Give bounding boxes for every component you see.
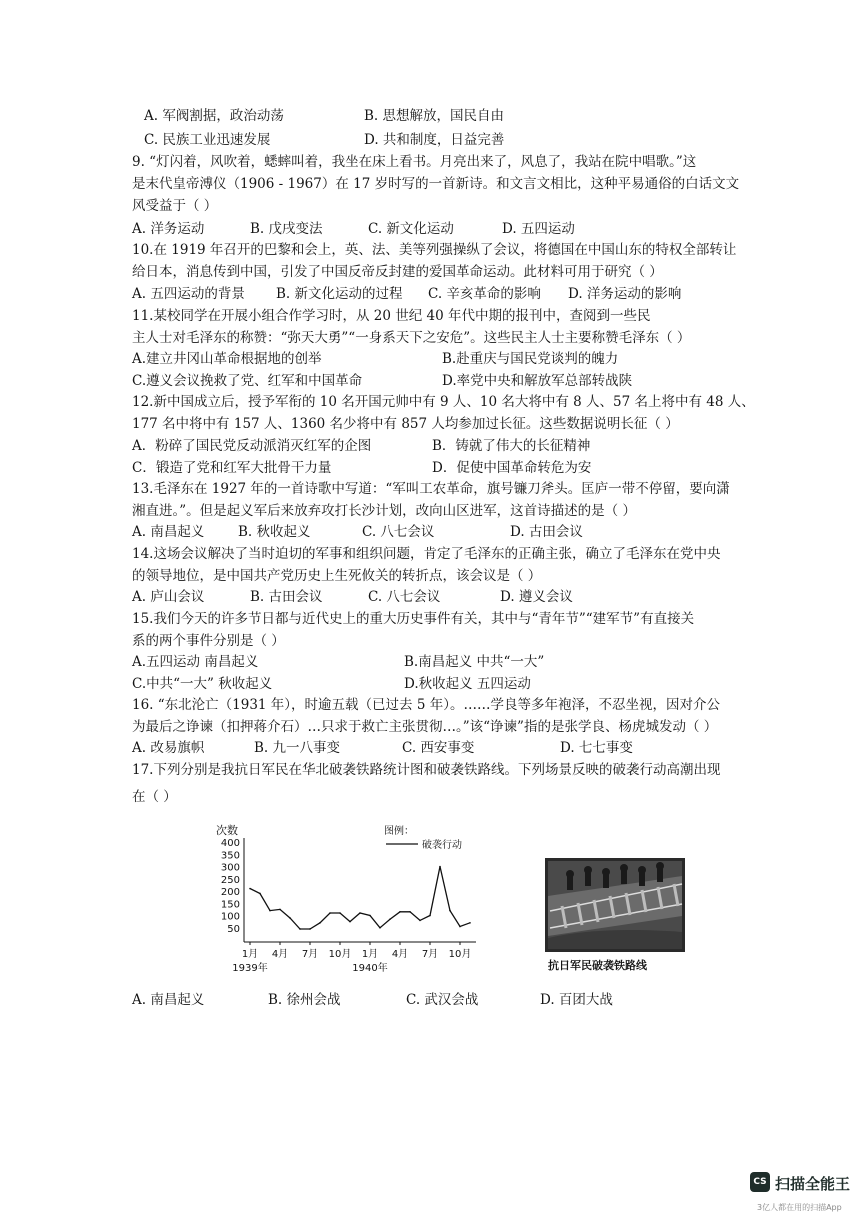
data-point — [299, 928, 301, 930]
q8-option-b: B. 思想解放，国民自由 — [364, 108, 505, 124]
y-axis-label: 次数 — [216, 824, 238, 837]
series-line-破袭行动 — [250, 867, 470, 930]
data-point — [339, 912, 341, 914]
q12-option-c: C．锻造了党和红军大批骨干力量 — [132, 460, 332, 476]
q9-option-b: B. 戊戌变法 — [250, 221, 323, 237]
q10-option-c: C. 辛亥革命的影响 — [428, 286, 541, 302]
y-tick-label: 100 — [220, 911, 240, 923]
q12-option-a: A．粉碎了国民党反动派消灭红军的企图 — [132, 438, 372, 454]
q15-option-b: B.南昌起义 中共“一大” — [404, 654, 545, 670]
q10-text-1: 10.在 1919 年召开的巴黎和会上，英、法、美等列强操纵了会议，将德国在中国山东的特权全部转让 — [132, 242, 737, 258]
q16-option-d: D. 七七事变 — [560, 740, 633, 756]
q8-option-d: D. 共和制度，日益完善 — [364, 132, 505, 148]
data-point — [449, 910, 451, 912]
q9-option-a: A. 洋务运动 — [132, 221, 205, 237]
legend-title: 图例： — [384, 826, 414, 837]
q14-option-a: A. 庐山会议 — [132, 589, 205, 605]
data-point — [249, 888, 251, 890]
q17-option-b: B. 徐州会战 — [268, 992, 341, 1008]
q13-text-1: 13.毛泽东在 1927 年的一首诗歌中写道：“军叫工农革命，旗号镰刀斧头。匡庐一带不停留，要向潇 — [132, 481, 730, 497]
q16-text-1: 16. “东北沦亡（1931 年），时逾五载（已过去 5 年）。……学良等多年袍泽，不忍坐视，因对介公 — [132, 697, 720, 713]
q11-option-b: B.赴重庆与国民党谈判的魄力 — [442, 351, 619, 367]
railway-photo-image — [540, 856, 690, 954]
x-tick-label: 7月 — [421, 949, 439, 960]
q16-text-2: 为最后之诤谏（扣押蒋介石）…只求于救亡主张贯彻…。”该“诤谏”指的是张学良、杨虎城发动（ ） — [132, 719, 718, 735]
q17-text-1: 17.下列分别是我抗日军民在华北破袭铁路统计图和破袭铁路线。下列场景反映的破袭行动高潮出现 — [132, 762, 721, 778]
y-tick-label: 150 — [220, 899, 240, 911]
data-point — [379, 927, 381, 929]
y-tick-label: 350 — [220, 850, 240, 862]
q10-option-b: B. 新文化运动的过程 — [276, 286, 403, 302]
q12-text-2: 177 名中将中有 157 人、1360 名少将中有 857 人均参加过长征。这些数据说明长征（ ） — [132, 416, 679, 432]
q9-text-1: 9. “灯闪着，风吹着，蟋蟀叫着，我坐在床上看书。月亮出来了，风息了，我站在院中唱歌。”这 — [132, 154, 697, 170]
y-tick-label: 50 — [227, 923, 240, 935]
x-tick-label: 10月 — [328, 949, 352, 960]
data-point — [309, 928, 311, 930]
camscanner-tagline: 3亿人都在用的扫描App — [757, 1203, 842, 1212]
q12-option-b: B．铸就了伟大的长征精神 — [432, 438, 591, 454]
x-tick-label: 1月 — [241, 949, 259, 960]
y-tick-label: 300 — [220, 862, 240, 874]
q13-option-a: A. 南昌起义 — [132, 524, 205, 540]
q11-text-2: 主人士对毛泽东的称赞：“弥天大勇”“一身系天下之安危”。这些民主人士主要称赞毛泽东（ ） — [132, 330, 691, 346]
data-point — [289, 917, 291, 919]
x-tick-label: 1月 — [361, 949, 379, 960]
q13-text-2: 湘直进。”。但是起义军后来放弃攻打长沙计划，改向山区进军，这首诗描述的是（ ） — [132, 503, 636, 519]
x-tick-label: 4月 — [271, 949, 289, 960]
data-point — [409, 911, 411, 913]
q13-option-b: B. 秋收起义 — [238, 524, 311, 540]
year-label: 1940年 — [352, 963, 388, 974]
q14-option-d: D. 遵义会议 — [500, 589, 573, 605]
q16-option-c: C. 西安事变 — [402, 740, 475, 756]
q11-text-1: 11.某校同学在开展小组合作学习时，从 20 世纪 40 年代中期的报刊中，查阅到一些民 — [132, 308, 651, 324]
data-point — [429, 915, 431, 917]
q15-text-2: 系的两个事件分别是（ ） — [132, 633, 285, 649]
data-point — [269, 910, 271, 912]
q8-option-c: C. 民族工业迅速发展 — [144, 132, 271, 148]
data-point — [279, 909, 281, 911]
x-tick-label: 10月 — [448, 949, 472, 960]
q11-option-c: C.遵义会议挽救了党、红军和中国革命 — [132, 373, 363, 389]
x-tick-label: 7月 — [301, 949, 319, 960]
y-tick-label: 200 — [220, 887, 240, 898]
data-point — [259, 893, 261, 895]
data-point — [399, 911, 401, 913]
data-point — [419, 920, 421, 922]
chart-svg — [214, 820, 504, 980]
y-tick-label: 400 — [220, 838, 240, 849]
q11-option-d: D.率党中央和解放军总部转战陕 — [442, 373, 633, 389]
data-point — [369, 915, 371, 917]
data-point — [319, 922, 321, 924]
railway-sabotage-chart — [214, 820, 504, 980]
data-point — [459, 926, 461, 928]
q9-text-3: 风受益于（ ） — [132, 198, 218, 214]
q17-text-2: 在（ ） — [132, 789, 177, 805]
data-point — [439, 866, 441, 868]
q14-text-2: 的领导地位，是中国共产党历史上生死攸关的转折点，该会议是（ ） — [132, 568, 542, 584]
legend-label: 破袭行动 — [422, 840, 462, 851]
q16-option-a: A. 改易旗帜 — [132, 740, 205, 756]
photo-caption: 抗日军民破袭铁路线 — [548, 959, 647, 972]
q15-option-c: C.中共“一大” 秋收起义 — [132, 676, 273, 692]
q10-option-d: D. 洋务运动的影响 — [568, 286, 682, 302]
data-point — [329, 912, 331, 914]
q9-option-d: D. 五四运动 — [502, 221, 575, 237]
camscanner-app-name: 扫描全能王 — [775, 1175, 851, 1193]
q17-option-a: A. 南昌起义 — [132, 992, 205, 1008]
q15-text-1: 15.我们今天的许多节日都与近代史上的重大历史事件有关，其中与“青年节”“建军节”有直接关 — [132, 611, 695, 627]
camscanner-logo-icon: CS — [750, 1172, 770, 1192]
q8-option-a: A. 军阀割据，政治动荡 — [144, 108, 284, 124]
q12-option-d: D．促使中国革命转危为安 — [432, 460, 592, 476]
q10-text-2: 给日本，消息传到中国，引发了中国反帝反封建的爱国革命运动。此材料可用于研究（ ） — [132, 264, 663, 280]
data-point — [389, 918, 391, 920]
q17-option-d: D. 百团大战 — [540, 992, 613, 1008]
q14-text-1: 14.这场会议解决了当时迫切的军事和组织问题，肯定了毛泽东的正确主张，确立了毛泽东在党中央 — [132, 546, 721, 562]
q9-option-c: C. 新文化运动 — [368, 221, 454, 237]
q13-option-c: C. 八七会议 — [362, 524, 435, 540]
q14-option-b: B. 古田会议 — [250, 589, 323, 605]
q14-option-c: C. 八七会议 — [368, 589, 441, 605]
x-tick-label: 4月 — [391, 949, 409, 960]
data-point — [469, 922, 471, 924]
q15-option-a: A.五四运动 南昌起义 — [132, 654, 259, 670]
data-point — [359, 912, 361, 914]
q9-text-2: 是末代皇帝溥仪（1906 - 1967）在 17 岁时写的一首新诗。和文言文相比，这种平易通俗的白话文文 — [132, 176, 740, 192]
q17-option-c: C. 武汉会战 — [406, 992, 479, 1008]
year-label: 1939年 — [232, 963, 268, 974]
q10-option-a: A. 五四运动的背景 — [132, 286, 245, 302]
q13-option-d: D. 古田会议 — [510, 524, 583, 540]
q12-text-1: 12.新中国成立后，授予军衔的 10 名开国元帅中有 9 人、10 名大将中有 8 人、57 名上将中有 48 人、 — [132, 394, 755, 410]
y-tick-label: 250 — [220, 874, 240, 886]
data-point — [349, 921, 351, 923]
q11-option-a: A.建立井冈山革命根据地的创举 — [132, 351, 322, 367]
q16-option-b: B. 九一八事变 — [254, 740, 341, 756]
q15-option-d: D.秋收起义 五四运动 — [404, 676, 531, 692]
